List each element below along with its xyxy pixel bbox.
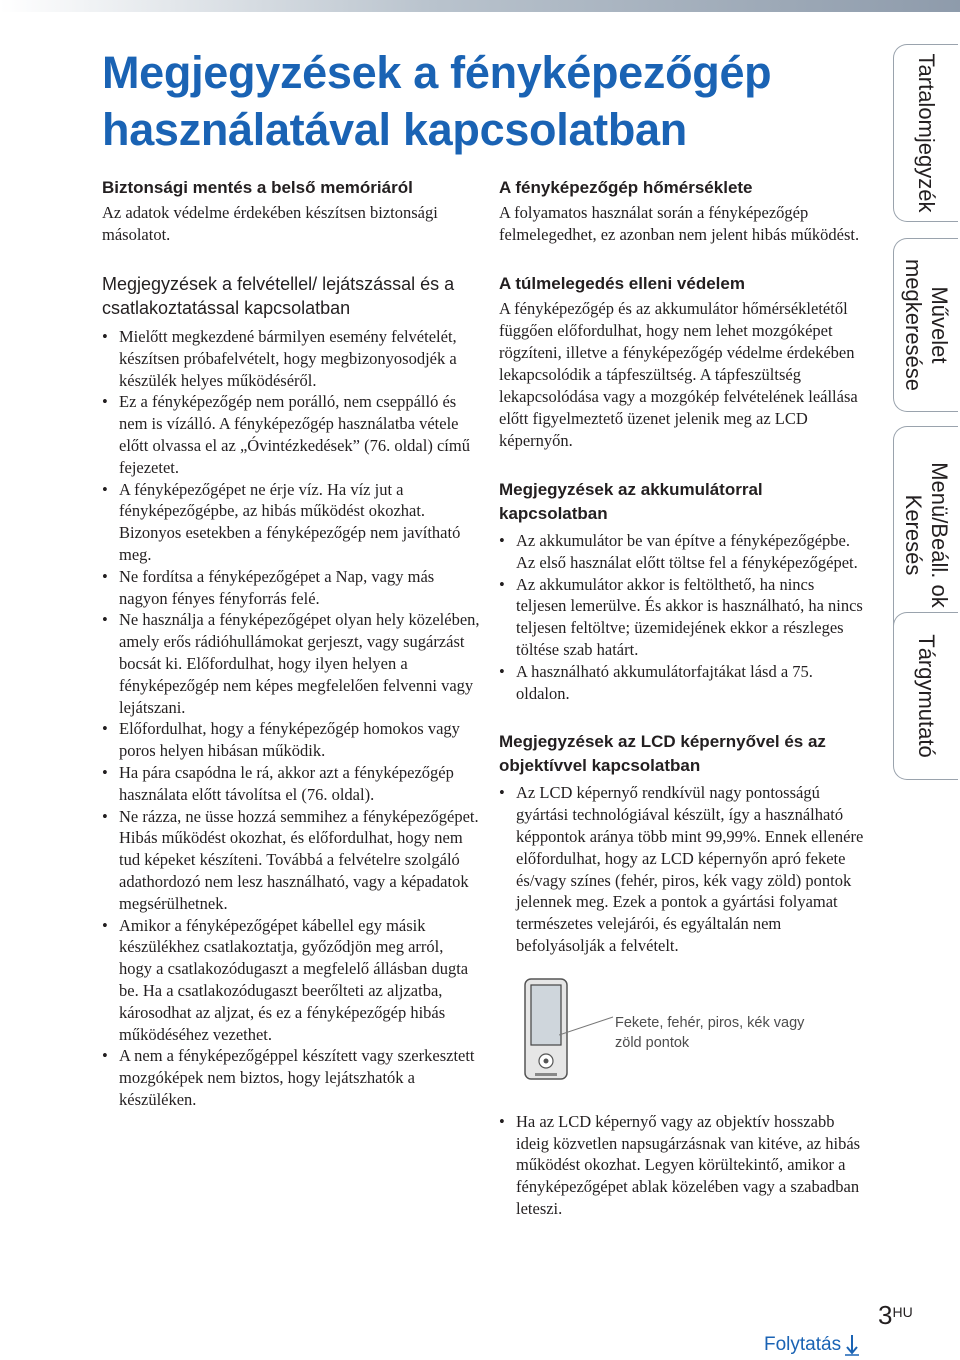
page-number (878, 1300, 913, 1331)
page-suffix: HU (892, 1304, 913, 1320)
tab-contents[interactable] (893, 44, 958, 222)
list-item: • Ne fordítsa a fényképezőgépet a Nap, vagy más nagyon fényes fényforrás felé. (102, 566, 480, 610)
list-item: • Ne használja a fényképezőgépet olyan hely közelében, amely erős rádióhullámokat gerjeszt, vagy sugárzást bocsát ki. Előfordulhat, hogy ilyen helyen a fényképezőgép nem képes megfelelően felvenni vagy lejátszani. (102, 609, 480, 718)
list-item: • Ne rázza, ne üsse hozzá semmihez a fényképezőgépet. Hibás működést okozhat, és előfordulhat, hogy nem tud képeket készíteni. Továbbá a felvételre szolgáló adathordozó nem lesz használható, vagy a képadatok megsérülhetnek. (102, 806, 480, 915)
list-item: • A fényképezőgépet ne érje víz. Ha víz jut a fényképezőgépbe, az hibás működést okozhat. Bizonyos esetekben a fényképezőgép nem javítható meg. (102, 479, 480, 566)
recording-notes-heading: Megjegyzések a felvétellel/ lejátszással és a csatlakoztatással kapcsolatban (102, 274, 455, 318)
temperature-text: A folyamatos használat során a fényképezőgép felmelegedhet, ez azonban nem jelent hibás működést. (499, 203, 860, 244)
battery-heading: Megjegyzések az akkumulátorral kapcsolatban (499, 480, 763, 523)
page-title: Megjegyzések a fényképezőgép használatával kapcsolatban (102, 47, 772, 155)
list-item: • Az akkumulátor be van építve a fényképezőgépbe. Az első használat előtt töltse fel a fényképezőgépet. (499, 530, 865, 574)
lcd-figure (499, 971, 865, 1111)
list-item: • Ha az LCD képernyő vagy az objektív hosszabb ideig közvetlen napsugárzásnak van kitéve, az hibás működést okozhat. Legyen körültekintő, amikor a fényképezőgépet ablak közelében vagy a szabadban leteszi. (499, 1111, 865, 1220)
list-item: • Amikor a fényképezőgépet kábellel egy másik készülékhez csatlakoztatja, győződjön meg arról, hogy a csatlakozódugaszt a megfelelő állásban dugta be. Ha a csatlakozódugaszt beerőlteti az aljzatba, károsodhat az aljzat, és ez a fényképezőgép hibás működéséhez vezethet. (102, 915, 480, 1046)
tab-label: Tárgymutató (914, 634, 939, 758)
list-item: • Ez a fényképezőgép nem porálló, nem cseppálló és nem is vízálló. A fényképezőgép használatba vétele előtt olvassa el az „Óvintézkedések” (76. oldal) című fejezetet. (102, 391, 480, 478)
tab-index[interactable] (893, 612, 958, 780)
right-column (499, 176, 865, 1220)
page-number-value: 3 (878, 1300, 893, 1330)
lcd-notes-list (499, 782, 865, 956)
list-item: • Az akkumulátor akkor is feltölthető, ha nincs teljesen lemerülve. És akkor is használható, ha nincs teljesen feltöltve; üzemidejének ekkor a részleges töltése szab határt. (499, 574, 865, 661)
top-gradient-bar (0, 0, 960, 12)
figure-caption: Fekete, fehér, piros, kék vagy zöld pontok (615, 1014, 805, 1051)
recording-notes-list (102, 326, 480, 1111)
temperature-heading: A fényképezőgép hőmérséklete (499, 178, 753, 197)
lcd-notes-list-2 (499, 1111, 865, 1220)
lcd-heading: Megjegyzések az LCD képernyővel és az objektívvel kapcsolatban (499, 732, 826, 776)
callout-line (559, 1011, 615, 1041)
overheat-text: A fényképezőgép és az akkumulátor hőmérsékletétől függően előfordulhat, hogy nem lehet mozgóképet rögzíteni, illetve a fényképezőgép védelme érdekében lekapcsolódik a tápfeszültség. A tápfeszültség lekapcsolódása vagy a mozgókép felvételének leállása előtt figyelmeztető üzenet jelenik meg az LCD képernyőn. (499, 299, 858, 450)
list-item: • Mielőtt megkezdené bármilyen esemény felvételét, készítsen próbafelvételt, hogy megbizonyosodjék a készülék helyes működéséről. (102, 326, 480, 391)
continue-link[interactable] (764, 1334, 859, 1356)
tab-operation-search[interactable] (893, 238, 958, 412)
backup-text: Az adatok védelme érdekében készítsen biztonsági másolatot. (102, 203, 438, 244)
tab-label: Művelet megkeresése (901, 258, 952, 392)
list-item: • Ha pára csapódna le rá, akkor azt a fényképezőgép használata előtt távolítsa el (76. oldal). (102, 762, 480, 806)
overheat-heading: A túlmelegedés elleni védelem (499, 274, 745, 293)
tab-label: Tartalomjegyzék (914, 53, 939, 213)
list-item: • A nem a fényképezőgéppel készített vagy szerkesztett mozgóképek nem biztos, hogy lejátszhatók a készüléken. (102, 1045, 480, 1110)
backup-heading: Biztonsági mentés a belső memóriáról (102, 178, 413, 197)
list-item: • A használható akkumulátorfajtákat lásd a 75. oldalon. (499, 661, 865, 705)
list-item: • Előfordulhat, hogy a fényképezőgép homokos vagy poros helyen hibásan működik. (102, 718, 480, 762)
battery-notes-list (499, 530, 865, 704)
arrow-down-icon (845, 1334, 859, 1356)
list-item: • Az LCD képernyő rendkívül nagy pontosságú gyártási technológiával készült, így a használható képpontok aránya több mint 99,99%. Ennek ellenére előfordulhat, hogy az LCD képernyőn apró fekete és/vagy színes (fehér, piros, kék vagy zöld) pontok jelennek meg. Ezek a pontok a gyártási folyamat természetes velejárói, és egyáltalán nem befolyásolják a felvételt. (499, 782, 865, 956)
tab-label: Menü/Beáll. ok Keresés (901, 462, 952, 608)
continue-label: Folytatás (764, 1334, 842, 1355)
left-column (102, 176, 480, 1111)
